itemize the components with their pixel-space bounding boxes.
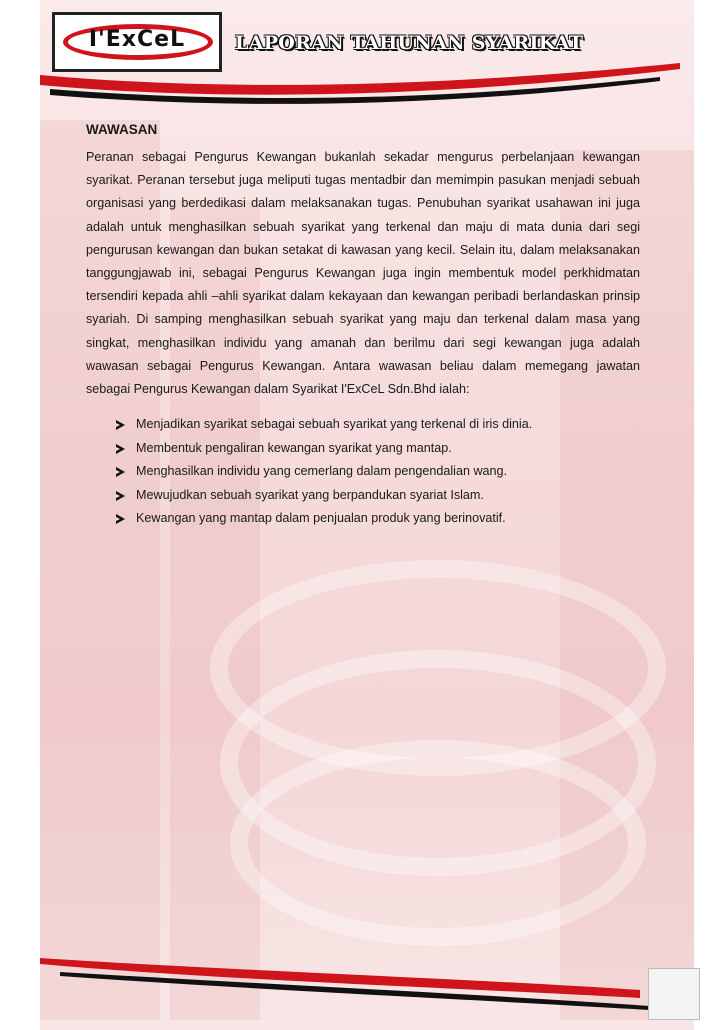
list-item-text: Kewangan yang mantap dalam penjualan produk yang berinovatif. [136,511,506,526]
report-title-banner [225,28,615,60]
arrow-bullet-icon [116,514,125,524]
vision-bullet-list [86,413,640,531]
list-item [114,507,640,531]
section-heading: WAWASAN [86,122,158,137]
list-item-text: Menjadikan syarikat sebagai sebuah syarikat yang terkenal di iris dinia. [136,417,533,432]
arrow-bullet-icon [116,420,125,430]
logo-text: I'ExCeL [88,27,186,52]
list-item [114,413,640,437]
vision-paragraph: Peranan sebagai Pengurus Kewangan bukanlah sekadar mengurus perbelanjaan kewangan syarikat. Peranan tersebut juga meliputi tugas mentadbir dan memimpin pasukan menjadi sebuah organisasi yang berdedikasi dalam melaksanakan tugas. Penubuhan syarikat usahawan ini juga adalah untuk menghasilkan sebuah syarikat yang terkenal dan maju di mata dunia dari segi pengurusan kewangan dan bukan setakat di kawasan yang kecil. Selain itu, dalam melaksanakan tanggungjawab ini, sebagai Pengurus Kewangan juga ingin membentuk model perkhidmatan tersendiri kepada ahli –ahli syarikat dalam kekayaan dan kewangan peribadi berlandaskan prinsip syariah. Di samping menghasilkan sebuah syarikat yang maju dan terkenal dalam masa yang singkat, menghasilkan individu yang amanah dan berilmu dari segi kewangan juga adalah wawasan sebagai Pengurus Kewangan. Antara wawasan beliau dalam memegang jawatan sebagai Pengurus Kewangan dalam Syarikat I'ExCeL Sdn.Bhd ialah: [86,150,640,397]
footer-swoosh [40,948,680,1018]
list-item-text: Mewujudkan sebuah syarikat yang berpandukan syariat Islam. [136,487,484,502]
list-item-text: Membentuk pengaliran kewangan syarikat yang mantap. [136,440,452,455]
report-title: LAPORAN TAHUNAN SYARIKAT [235,32,584,54]
list-item [114,484,640,508]
list-item [114,460,640,484]
page-corner-box [648,968,700,1020]
background-rotunda-band [230,740,646,946]
main-content [86,122,640,531]
arrow-bullet-icon [116,467,125,477]
list-item [114,437,640,461]
header [0,0,728,110]
arrow-bullet-icon [116,444,125,454]
excel-logo [52,12,222,72]
arrow-bullet-icon [116,491,125,501]
list-item-text: Menghasilkan individu yang cemerlang dalam pengendalian wang. [136,464,508,479]
